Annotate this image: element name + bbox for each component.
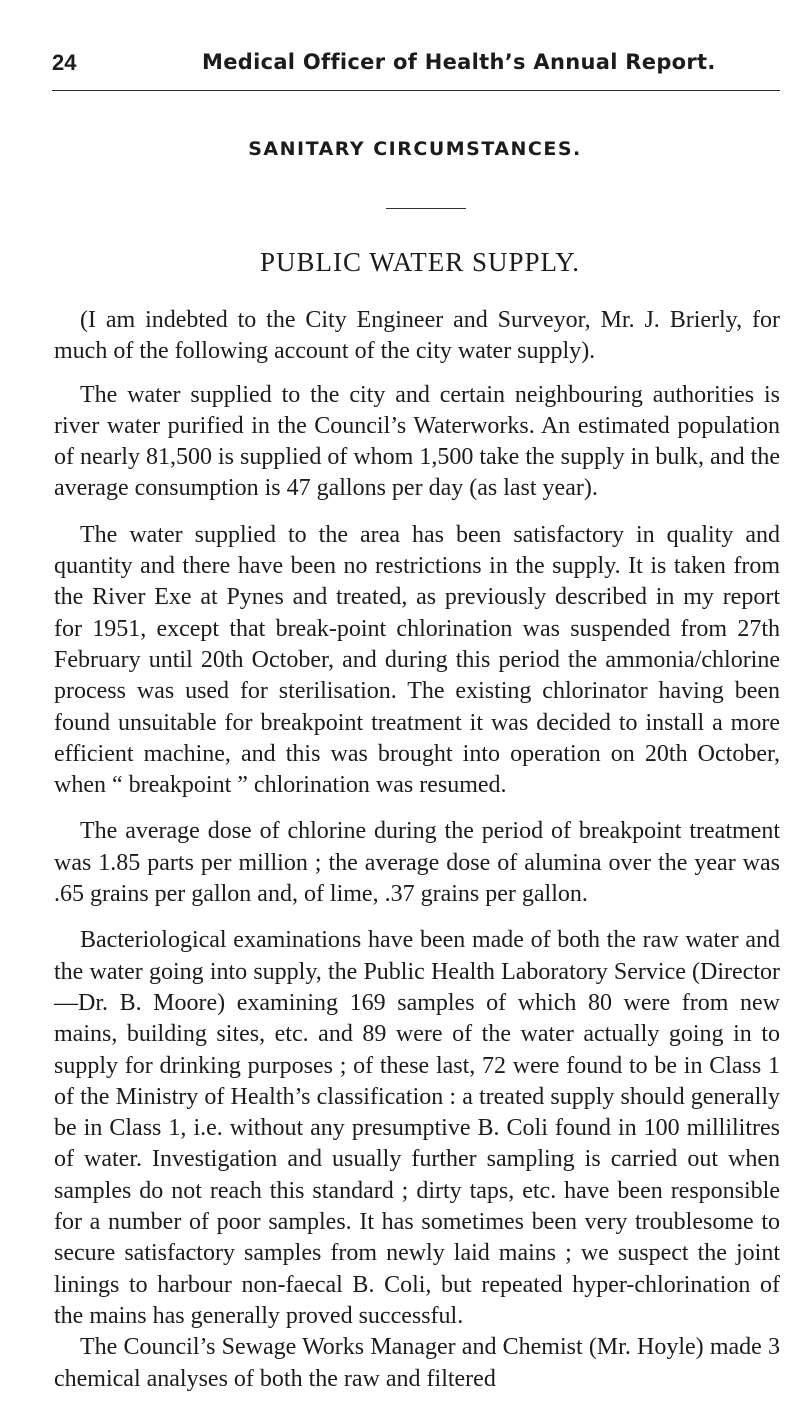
running-header (52, 50, 780, 91)
paragraph-sewage-works: The Council’s Sewage Works Manager and Chemist (Mr. Hoyle) made 3 chemical analyses of both the raw and filtered (54, 1334, 780, 1392)
body-text (54, 305, 780, 1395)
paragraph-chemical-doses: The average dose of chlorine during the period of breakpoint treatment was 1.85 parts per million ; the average dose of alumina over the year was .65 grains per gallon and, of lime, .37 grains per gallon. (54, 818, 780, 908)
section-title: SANITARY CIRCUMSTANCES. (248, 138, 582, 160)
paragraph-quality-treatment: The water supplied to the area has been satisfactory in quality and quantity and there have been no restrictions in the supply. It is taken from the River Exe at Pynes and treated, as previously described in my report for 1951, except that break-point chlorination was suspended from 27th February until 20th October, and during this period the ammonia/chlorine process was used for sterilisation. The existing chlorinator having been found unsuitable for breakpoint treatment it was decided to install a more efficient machine, and this was brought into operation on 20th October, when “ breakpoint ” chlorination was resumed. (54, 521, 780, 799)
page-number: 24 (52, 50, 77, 75)
section-divider (386, 208, 466, 209)
report-title: Medical Officer of Health’s Annual Report. (202, 50, 716, 74)
paragraph-bacteriological: Bacteriological examinations have been made of both the raw water and the water going into supply, the Public Health Laboratory Service (Director—Dr. B. Moore) examining 169 samples of which 80 were from new mains, building sites, etc. and 89 were of the water actually going in to supply for drinking purposes ; of these last, 72 were found to be in Class 1 of the Ministry of Health’s classification : a treated supply should generally be in Class 1, i.e. without any presumptive B. Coli found in 100 millilitres of water. Investigation and usually further sampling is carried out when samples do not reach this standard ; dirty taps, etc. have been responsible for a number of poor samples. It has sometimes been very troublesome to secure satisfactory samples from newly laid mains ; we suspect the joint linings to harbour non-faecal B. Coli, but repeated hyper-chlorination of the mains has generally proved successful. (54, 927, 780, 1329)
paragraph-supply-overview: The water supplied to the city and certain neighbouring authorities is river water purified in the Council’s Waterworks. An estimated population of nearly 81,500 is supplied of whom 1,500 take the supply in bulk, and the average consumption is 47 gallons per day (as last year). (54, 381, 780, 502)
paragraph-acknowledgement: (I am indebted to the City Engineer and Surveyor, Mr. J. Brierly, for much of the following account of the city water supply). (54, 307, 780, 365)
subsection-title: PUBLIC WATER SUPPLY. (259, 247, 581, 277)
